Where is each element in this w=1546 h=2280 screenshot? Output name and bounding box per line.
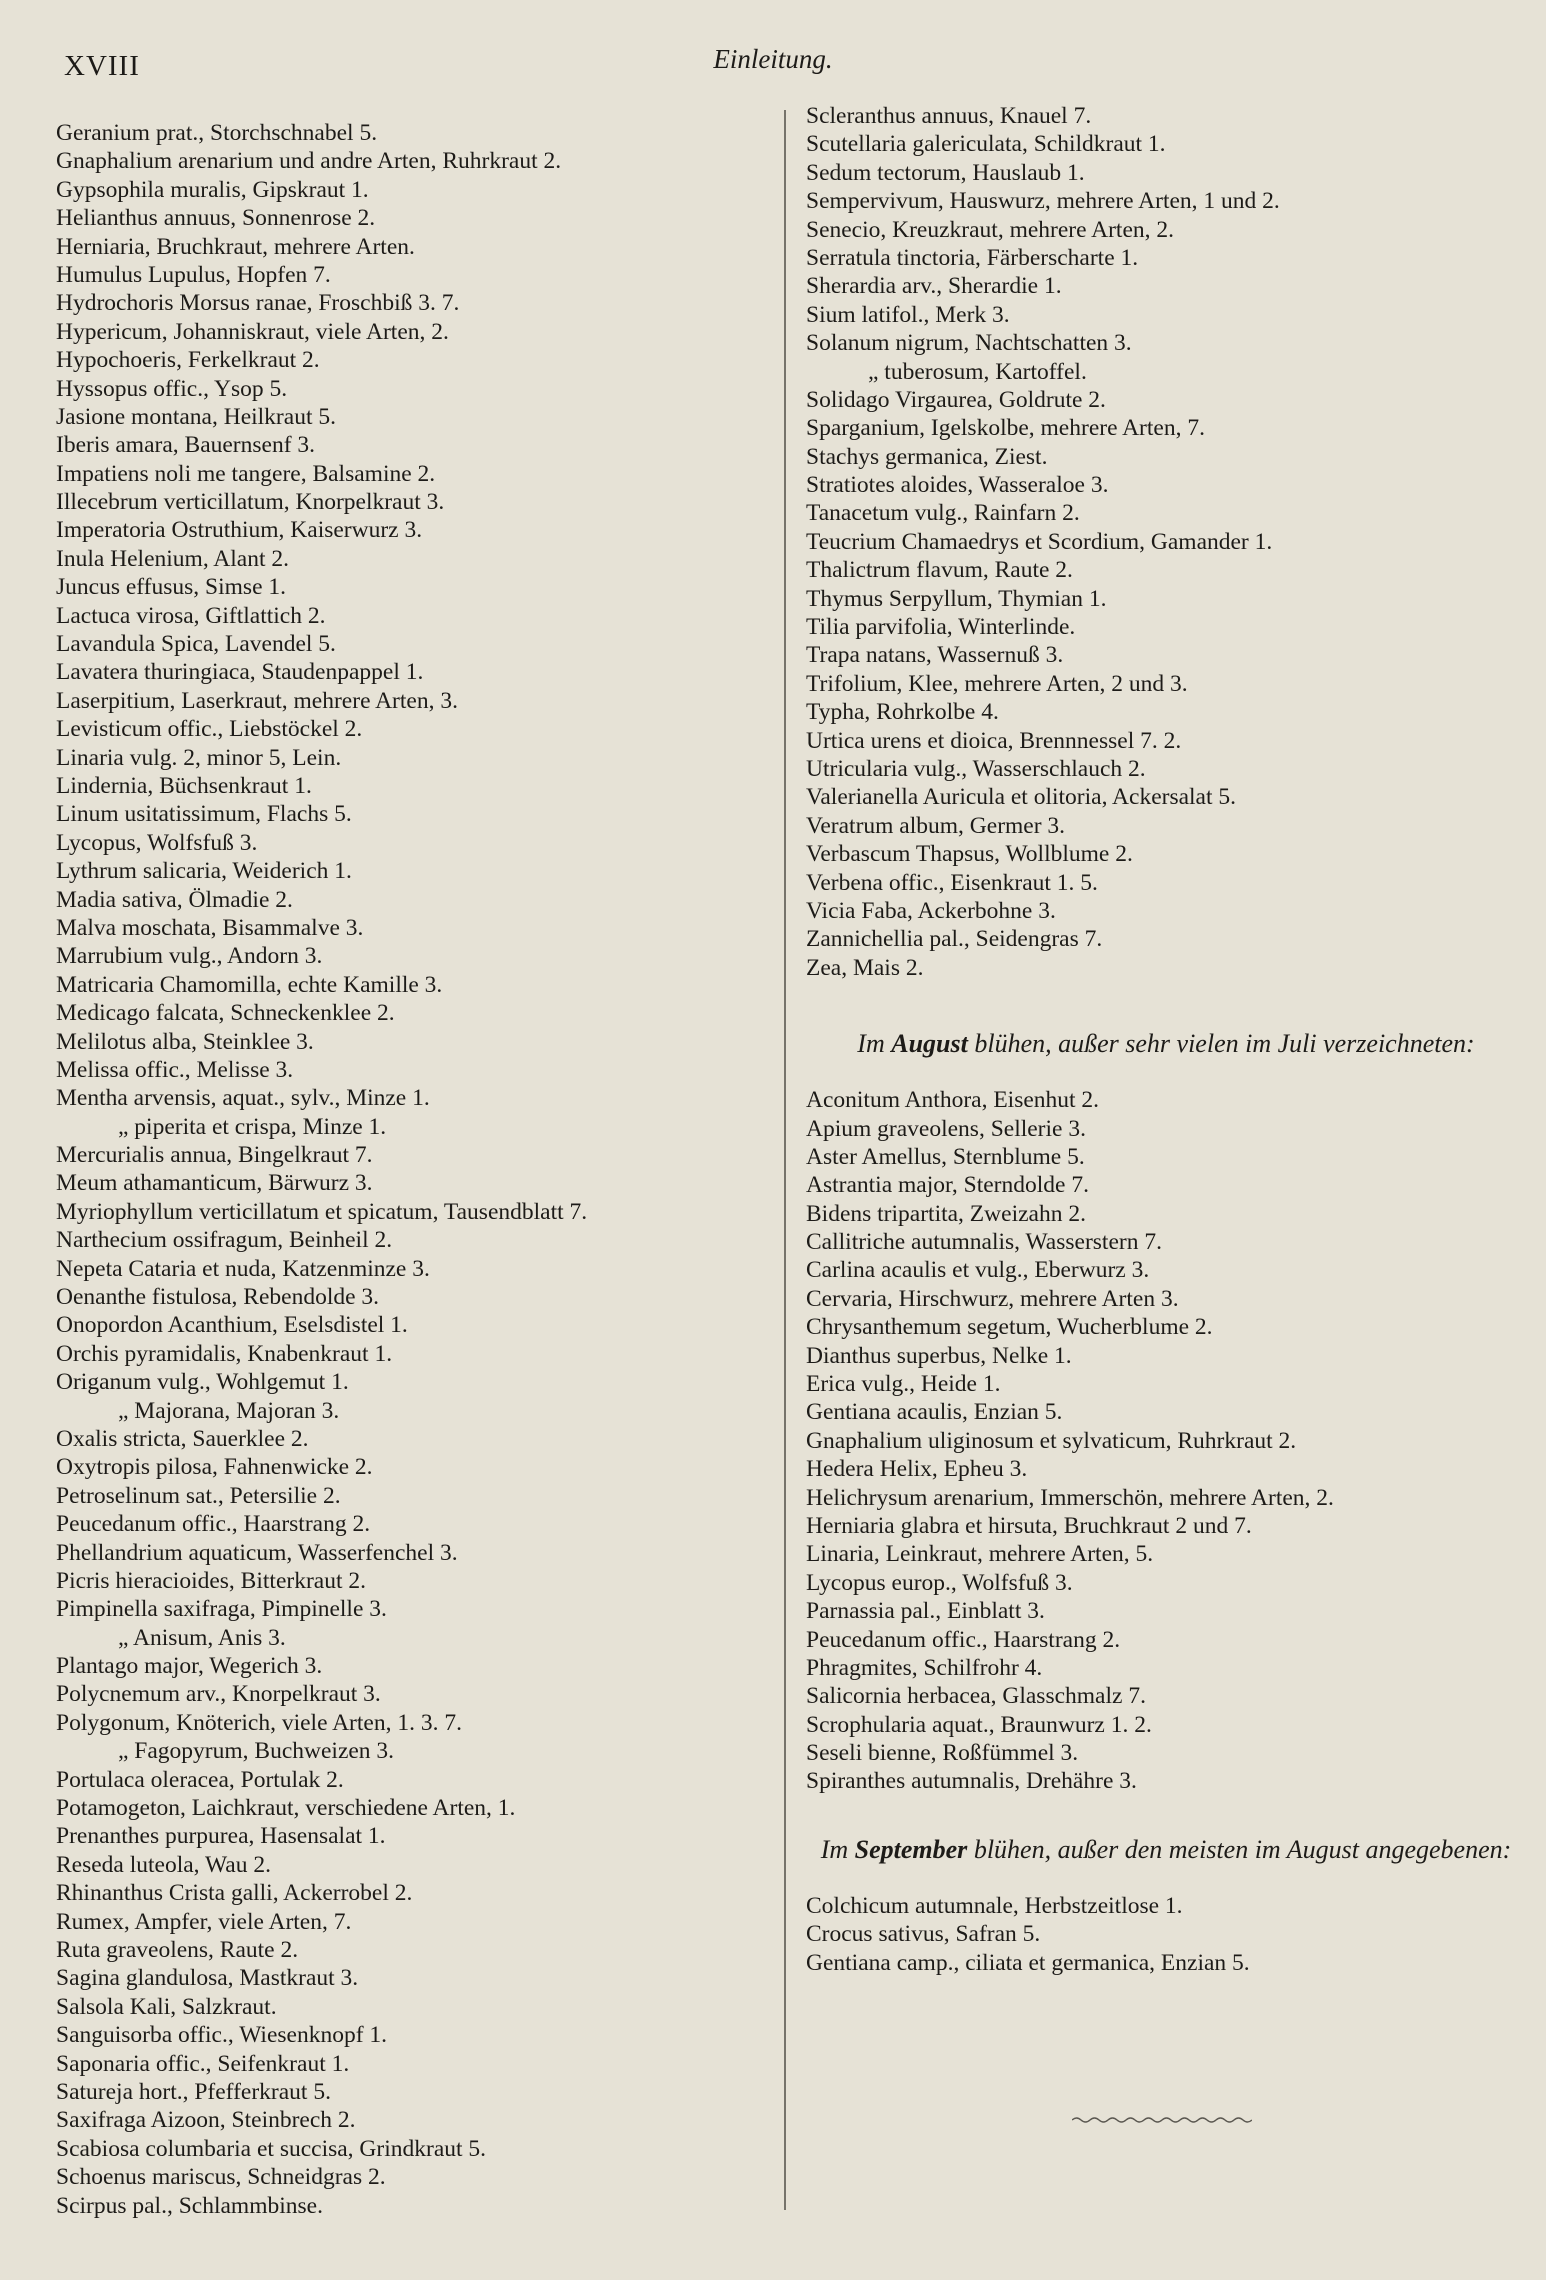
july-entry: Typha, Rohrkolbe 4. bbox=[806, 699, 999, 726]
left-column-entry: Nepeta Cataria et nuda, Katzenminze 3. bbox=[56, 1255, 430, 1282]
july-entry: Zea, Mais 2. bbox=[806, 954, 924, 981]
left-column-entry: Gypsophila muralis, Gipskraut 1. bbox=[56, 176, 369, 203]
left-column-entry: Iberis amara, Bauernsenf 3. bbox=[56, 432, 316, 459]
left-column-entry: Illecebrum verticillatum, Knorpelkraut 3. bbox=[56, 489, 445, 516]
left-column-entry: Hypochoeris, Ferkelkraut 2. bbox=[56, 347, 320, 374]
august-heading-rest: blühen, außer sehr vielen im Juli verzeichneten: bbox=[974, 1029, 1475, 1059]
left-column-entry: Salsola Kali, Salzkraut. bbox=[56, 1993, 277, 2020]
left-column-entry: Reseda luteola, Wau 2. bbox=[56, 1851, 271, 1878]
september-entry: Colchicum autumnale, Herbstzeitlose 1. bbox=[806, 1892, 1183, 1919]
august-entry: Salicornia herbacea, Glasschmalz 7. bbox=[806, 1683, 1146, 1710]
july-entry: Thalictrum flavum, Raute 2. bbox=[806, 557, 1073, 584]
august-entry: Astrantia major, Sterndolde 7. bbox=[806, 1172, 1089, 1199]
end-ornament bbox=[1072, 2116, 1252, 2124]
left-column bbox=[56, 119, 776, 2220]
september-heading bbox=[806, 1830, 1526, 1870]
left-column-entry: Imperatoria Ostruthium, Kaiserwurz 3. bbox=[56, 517, 423, 544]
left-column-entry: Hypericum, Johanniskraut, viele Arten, 2. bbox=[56, 318, 449, 345]
august-entry: Peucedanum offic., Haarstrang 2. bbox=[806, 1626, 1121, 1653]
august-entry: Linaria, Leinkraut, mehrere Arten, 5. bbox=[806, 1541, 1154, 1568]
left-column-entry: Matricaria Chamomilla, echte Kamille 3. bbox=[56, 971, 443, 998]
july-continued-list bbox=[806, 102, 1526, 982]
left-column-entry: Scabiosa columbaria et succisa, Grindkraut 5. bbox=[56, 2135, 487, 2162]
left-column-entry: Levisticum offic., Liebstöckel 2. bbox=[56, 716, 363, 743]
running-title: Einleitung. bbox=[713, 44, 833, 74]
july-entry: Verbena offic., Eisenkraut 1. 5. bbox=[806, 869, 1098, 896]
left-column-entry: „ piperita et crispa, Minze 1. bbox=[118, 1113, 387, 1140]
august-entry: Scrophularia aquat., Braunwurz 1. 2. bbox=[806, 1711, 1152, 1738]
august-entry: Apium graveolens, Sellerie 3. bbox=[806, 1115, 1086, 1142]
left-column-entry: Rumex, Ampfer, viele Arten, 7. bbox=[56, 1908, 352, 1935]
left-column-entry: Picris hieracioides, Bitterkraut 2. bbox=[56, 1567, 366, 1594]
july-entry: Sparganium, Igelskolbe, mehrere Arten, 7. bbox=[806, 415, 1205, 442]
september-entry: Gentiana camp., ciliata et germanica, Enzian 5. bbox=[806, 1949, 1250, 1976]
left-column-entry: Linum usitatissimum, Flachs 5. bbox=[56, 801, 352, 828]
left-column-entry: „ Fagopyrum, Buchweizen 3. bbox=[118, 1738, 395, 1765]
left-column-entry: „ Anisum, Anis 3. bbox=[118, 1624, 286, 1651]
july-entry: Senecio, Kreuzkraut, mehrere Arten, 2. bbox=[806, 216, 1175, 243]
left-column-entry: Lactuca virosa, Giftlattich 2. bbox=[56, 602, 326, 629]
august-heading bbox=[806, 1024, 1526, 1064]
july-entry: Solanum nigrum, Nachtschatten 3. bbox=[806, 330, 1132, 357]
september-heading-month: September bbox=[854, 1834, 968, 1864]
august-entry: Callitriche autumnalis, Wasserstern 7. bbox=[806, 1229, 1162, 1256]
left-column-entry: Malva moschata, Bisammalve 3. bbox=[56, 914, 364, 941]
left-column-entry: Sanguisorba offic., Wiesenknopf 1. bbox=[56, 2022, 388, 2049]
july-entry: Tanacetum vulg., Rainfarn 2. bbox=[806, 500, 1080, 527]
left-column-entry: Madia sativa, Ölmadie 2. bbox=[56, 886, 293, 913]
left-column-entry: Potamogeton, Laichkraut, verschiedene Arten, 1. bbox=[56, 1795, 516, 1822]
left-column-entry: Plantago major, Wegerich 3. bbox=[56, 1653, 323, 1680]
august-entry: Cervaria, Hirschwurz, mehrere Arten 3. bbox=[806, 1285, 1179, 1312]
left-column-entry: Geranium prat., Storchschnabel 5. bbox=[56, 120, 378, 146]
august-entry: Dianthus superbus, Nelke 1. bbox=[806, 1342, 1072, 1369]
left-column-entry: Lythrum salicaria, Weiderich 1. bbox=[56, 858, 352, 885]
july-entry: Sium latifol., Merk 3. bbox=[806, 301, 1010, 328]
left-column-entry: Pimpinella saxifraga, Pimpinelle 3. bbox=[56, 1596, 387, 1623]
page-header bbox=[0, 42, 1546, 82]
august-entry: Gnaphalium uliginosum et sylvaticum, Ruhrkraut 2. bbox=[806, 1427, 1297, 1454]
august-entry: Aster Amellus, Sternblume 5. bbox=[806, 1143, 1085, 1170]
july-entry: Verbascum Thapsus, Wollblume 2. bbox=[806, 841, 1133, 868]
august-entry: Herniaria glabra et hirsuta, Bruchkraut 2 und 7. bbox=[806, 1512, 1252, 1539]
left-column-entry: Prenanthes purpurea, Hasensalat 1. bbox=[56, 1823, 386, 1850]
left-column-entry: Scirpus pal., Schlammbinse. bbox=[56, 2192, 323, 2219]
august-heading-month: August bbox=[891, 1029, 968, 1059]
august-entry: Spiranthes autumnalis, Drehähre 3. bbox=[806, 1768, 1137, 1795]
july-entry: Veratrum album, Germer 3. bbox=[806, 812, 1066, 839]
august-entry: Chrysanthemum segetum, Wucherblume 2. bbox=[806, 1314, 1213, 1341]
august-entry: Gentiana acaulis, Enzian 5. bbox=[806, 1399, 1063, 1426]
left-column-entry: Laserpitium, Laserkraut, mehrere Arten, 3. bbox=[56, 687, 458, 714]
september-heading-rest: blühen, außer den meisten im August angegebenen: bbox=[973, 1834, 1512, 1864]
july-entry: Teucrium Chamaedrys et Scordium, Gamander 1. bbox=[806, 528, 1273, 555]
july-entry: Scleranthus annuus, Knauel 7. bbox=[806, 103, 1092, 129]
left-column-entry: Linaria vulg. 2, minor 5, Lein. bbox=[56, 744, 342, 771]
left-column-entry: Saxifraga Aizoon, Steinbrech 2. bbox=[56, 2107, 356, 2134]
left-column-entry: Portulaca oleracea, Portulak 2. bbox=[56, 1766, 344, 1793]
july-entry: Zannichellia pal., Seidengras 7. bbox=[806, 926, 1103, 953]
left-column-entry: Medicago falcata, Schneckenklee 2. bbox=[56, 1000, 395, 1027]
left-column-entry: Lycopus, Wolfsfuß 3. bbox=[56, 829, 258, 856]
september-list bbox=[806, 1892, 1526, 1977]
august-entry: Helichrysum arenarium, Immerschön, mehrere Arten, 2. bbox=[806, 1484, 1334, 1511]
left-column-entry: Origanum vulg., Wohlgemut 1. bbox=[56, 1369, 349, 1396]
left-column-entry: Schoenus mariscus, Schneidgras 2. bbox=[56, 2164, 386, 2191]
july-entry: Thymus Serpyllum, Thymian 1. bbox=[806, 585, 1107, 612]
left-column-entry: Sagina glandulosa, Mastkraut 3. bbox=[56, 1965, 359, 1992]
august-entry: Hedera Helix, Epheu 3. bbox=[806, 1456, 1028, 1483]
september-heading-prefix: Im bbox=[820, 1834, 849, 1864]
left-column-entry: Hydrochoris Morsus ranae, Froschbiß 3. 7. bbox=[56, 290, 460, 317]
left-column-entry: Polygonum, Knöterich, viele Arten, 1. 3. 7. bbox=[56, 1709, 462, 1736]
august-entry: Bidens tripartita, Zweizahn 2. bbox=[806, 1200, 1086, 1227]
july-entry: Urtica urens et dioica, Brennnessel 7. 2. bbox=[806, 727, 1182, 754]
left-column-entry: Lavandula Spica, Lavendel 5. bbox=[56, 631, 336, 658]
left-column-entry: Mentha arvensis, aquat., sylv., Minze 1. bbox=[56, 1085, 430, 1112]
left-column-entry: Marrubium vulg., Andorn 3. bbox=[56, 943, 323, 970]
left-column-entry: Juncus effusus, Simse 1. bbox=[56, 574, 286, 601]
august-list bbox=[806, 1086, 1526, 1796]
left-column-entry: Mercurialis annua, Bingelkraut 7. bbox=[56, 1142, 373, 1169]
july-entry: Valerianella Auricula et olitoria, Ackersalat 5. bbox=[806, 784, 1237, 811]
left-column-entry: Rhinanthus Crista galli, Ackerrobel 2. bbox=[56, 1880, 413, 1907]
left-column-entry: Peucedanum offic., Haarstrang 2. bbox=[56, 1511, 371, 1538]
august-entry: Carlina acaulis et vulg., Eberwurz 3. bbox=[806, 1257, 1150, 1284]
right-column bbox=[806, 102, 1526, 1977]
left-column-entry: Oxalis stricta, Sauerklee 2. bbox=[56, 1425, 309, 1452]
left-column-entry: Meum athamanticum, Bärwurz 3. bbox=[56, 1170, 373, 1197]
august-entry: Seseli bienne, Roßfümmel 3. bbox=[806, 1740, 1079, 1767]
left-column-entry: Saponaria offic., Seifenkraut 1. bbox=[56, 2050, 350, 2077]
july-entry: Serratula tinctoria, Färberscharte 1. bbox=[806, 244, 1139, 271]
left-column-entry: Onopordon Acanthium, Eselsdistel 1. bbox=[56, 1312, 408, 1339]
left-column-entry: Impatiens noli me tangere, Balsamine 2. bbox=[56, 460, 436, 487]
august-heading-prefix: Im bbox=[857, 1029, 885, 1059]
left-column-entry: Jasione montana, Heilkraut 5. bbox=[56, 403, 336, 430]
left-column-entry: Polycnemum arv., Knorpelkraut 3. bbox=[56, 1681, 381, 1708]
july-entry: Utricularia vulg., Wasserschlauch 2. bbox=[806, 755, 1146, 782]
left-column-entry: Lavatera thuringiaca, Staudenpappel 1. bbox=[56, 659, 424, 686]
july-entry: Sherardia arv., Sherardie 1. bbox=[806, 273, 1062, 300]
left-column-entry: Phellandrium aquaticum, Wasserfenchel 3. bbox=[56, 1539, 458, 1566]
left-column-entry: Melilotus alba, Steinklee 3. bbox=[56, 1028, 314, 1055]
july-entry: Vicia Faba, Ackerbohne 3. bbox=[806, 897, 1056, 924]
july-entry: Stratiotes aloides, Wasseraloe 3. bbox=[806, 472, 1109, 499]
left-column-entry: Orchis pyramidalis, Knabenkraut 1. bbox=[56, 1340, 393, 1367]
left-column-entry: Oxytropis pilosa, Fahnenwicke 2. bbox=[56, 1454, 373, 1481]
left-column-entry: Melissa offic., Melisse 3. bbox=[56, 1056, 294, 1083]
left-column-entry: Myriophyllum verticillatum et spicatum, Tausendblatt 7. bbox=[56, 1198, 588, 1225]
july-entry: Tilia parvifolia, Winterlinde. bbox=[806, 614, 1076, 641]
july-entry: Scutellaria galericulata, Schildkraut 1. bbox=[806, 131, 1166, 158]
august-entry: Erica vulg., Heide 1. bbox=[806, 1371, 1001, 1398]
left-column-entry: Satureja hort., Pfefferkraut 5. bbox=[56, 2078, 331, 2105]
august-entry: Parnassia pal., Einblatt 3. bbox=[806, 1598, 1045, 1625]
july-entry: „ tuberosum, Kartoffel. bbox=[868, 358, 1087, 385]
left-column-entry: Lindernia, Büchsenkraut 1. bbox=[56, 772, 312, 799]
left-column-entry: Gnaphalium arenarium und andre Arten, Ruhrkraut 2. bbox=[56, 148, 562, 175]
left-column-entry: Inula Helenium, Alant 2. bbox=[56, 545, 289, 572]
page-number: XVIII bbox=[64, 50, 140, 82]
left-column-entry: Oenanthe fistulosa, Rebendolde 3. bbox=[56, 1284, 380, 1311]
july-entry: Trapa natans, Wassernuß 3. bbox=[806, 642, 1064, 669]
left-column-entry: Petroselinum sat., Petersilie 2. bbox=[56, 1482, 341, 1509]
left-column-entry: Hyssopus offic., Ysop 5. bbox=[56, 375, 288, 402]
left-column-entry: Ruta graveolens, Raute 2. bbox=[56, 1937, 299, 1963]
left-column-entry: Helianthus annuus, Sonnenrose 2. bbox=[56, 205, 376, 232]
left-column-entry: Humulus Lupulus, Hopfen 7. bbox=[56, 261, 331, 288]
august-entry: Aconitum Anthora, Eisenhut 2. bbox=[806, 1087, 1100, 1114]
column-divider bbox=[784, 110, 786, 2210]
august-entry: Phragmites, Schilfrohr 4. bbox=[806, 1654, 1043, 1681]
july-entry: Stachys germanica, Ziest. bbox=[806, 443, 1048, 470]
left-column-entry: „ Majorana, Majoran 3. bbox=[118, 1397, 340, 1424]
july-entry: Solidago Virgaurea, Goldrute 2. bbox=[806, 386, 1106, 413]
september-entry: Crocus sativus, Safran 5. bbox=[806, 1921, 1041, 1948]
august-entry: Lycopus europ., Wolfsfuß 3. bbox=[806, 1569, 1073, 1596]
july-entry: Sedum tectorum, Hauslaub 1. bbox=[806, 159, 1085, 186]
july-entry: Sempervivum, Hauswurz, mehrere Arten, 1 und 2. bbox=[806, 188, 1280, 215]
july-entry: Trifolium, Klee, mehrere Arten, 2 und 3. bbox=[806, 670, 1188, 697]
left-column-entry: Herniaria, Bruchkraut, mehrere Arten. bbox=[56, 233, 415, 260]
left-column-entry: Narthecium ossifragum, Beinheil 2. bbox=[56, 1227, 393, 1254]
